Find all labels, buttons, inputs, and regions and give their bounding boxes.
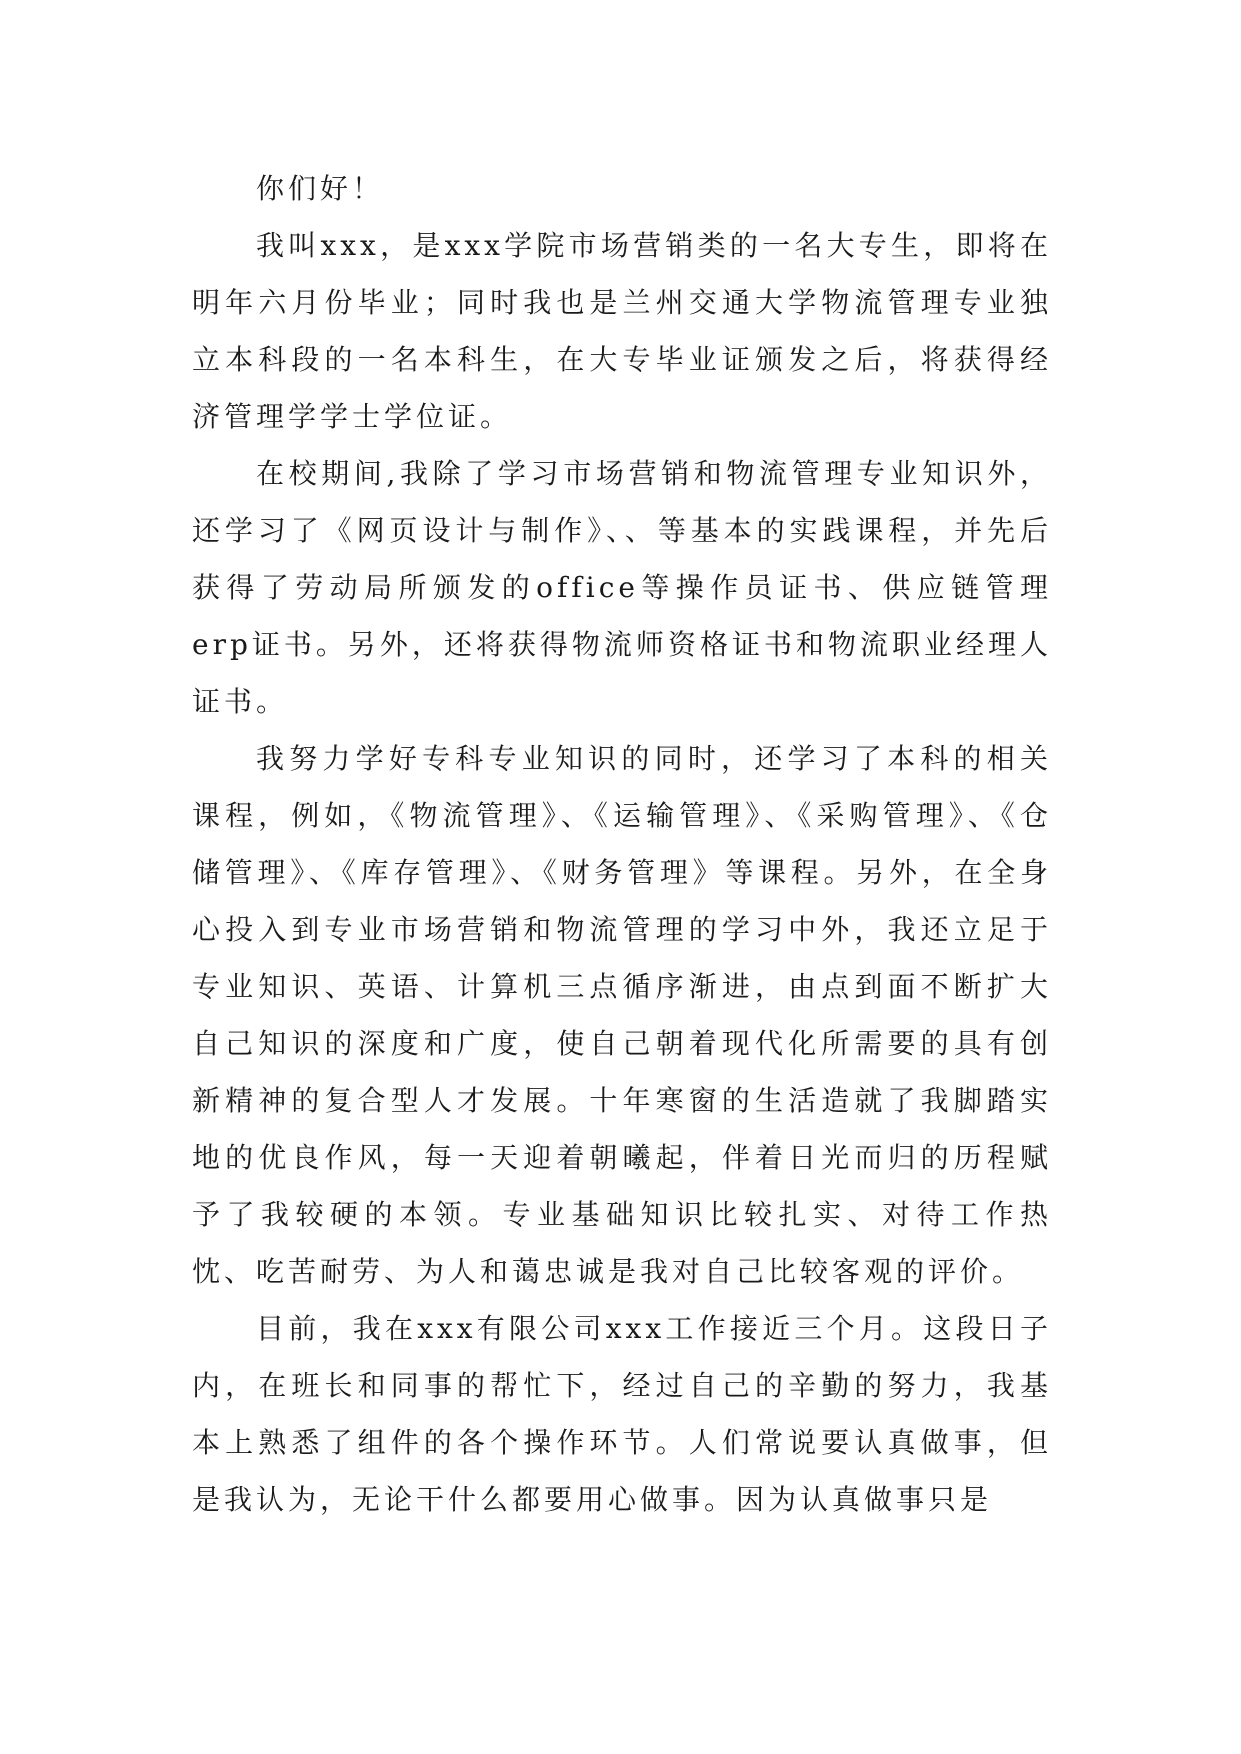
introduction-paragraph: 我叫xxx，是xxx学院市场营销类的一名大专生，即将在明年六月份毕业；同时我也是兰州交通大学物流管理专业独立本科段的一名本科生，在大专毕业证颁发之后，将获得经济管理学学士学位证。 bbox=[192, 229, 1052, 433]
school-study-paragraph: 在校期间,我除了学习市场营销和物流管理专业知识外，还学习了《网页设计与制作》、、等基本的实践课程，并先后获得了劳动局所颁发的office等操作员证书、供应链管理erp证书。另外，还将获得物流师资格证书和物流职业经理人证书。 bbox=[192, 457, 1052, 718]
current-work-paragraph: 目前，我在xxx有限公司xxx工作接近三个月。这段日子内，在班长和同事的帮忙下，经过自己的辛勤的努力，我基本上熟悉了组件的各个操作环节。人们常说要认真做事，但是我认为，无论干什么都要用心做事。因为认真做事只是 bbox=[192, 1312, 1052, 1516]
coursework-paragraph: 我努力学好专科专业知识的同时，还学习了本科的相关课程，例如，《物流管理》、《运输管理》、《采购管理》、《仓储管理》、《库存管理》、《财务管理》等课程。另外，在全身心投入到专业市场营销和物流管理的学习中外，我还立足于专业知识、英语、计算机三点循序渐进，由点到面不断扩大自己知识的深度和广度，使自己朝着现代化所需要的具有创新精神的复合型人才发展。十年寒窗的生活造就了我脚踏实地的优良作风，每一天迎着朝曦起，伴着日光而归的历程赋予了我较硬的本领。专业基础知识比较扎实、对待工作热忱、吃苦耐劳、为人和蔼忠诚是我对自己比较客观的评价。 bbox=[192, 742, 1052, 1288]
document-page bbox=[192, 160, 1052, 1528]
greeting-paragraph: 你们好！ bbox=[256, 172, 385, 205]
